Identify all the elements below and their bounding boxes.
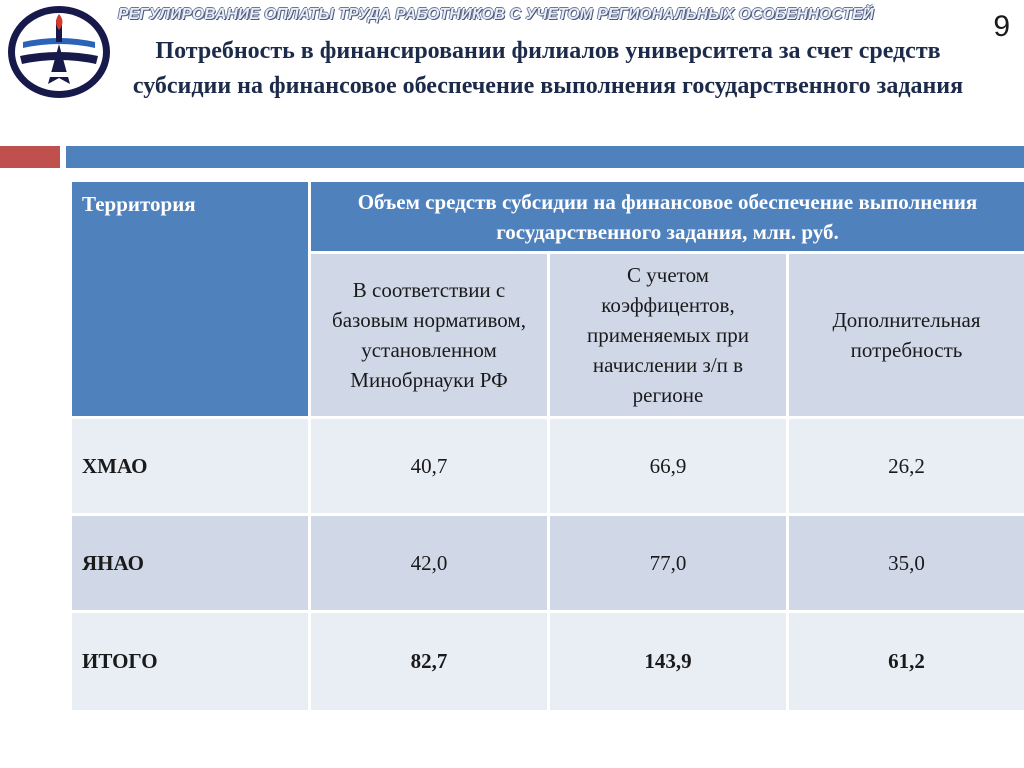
header-territory-label: Территория [82, 192, 196, 216]
header-subsidy-volume [311, 182, 1024, 251]
subheader-label: Дополнительная потребность [832, 308, 981, 362]
total-cell: 82,7 [311, 613, 547, 710]
row-territory-name: ХМАО [72, 419, 308, 513]
university-logo [6, 4, 112, 100]
header-territory [72, 182, 308, 416]
table-cell: 40,7 [311, 419, 547, 513]
decorative-bar-blue [66, 146, 1024, 168]
row-territory-name: ЯНАО [72, 516, 308, 610]
subheader-additional-need [789, 254, 1024, 416]
header-subsidy-volume-label: Объем средств субсидии на финансовое обеспечение выполнения государственного задания, млн. руб. [357, 189, 978, 244]
total-cell: 61,2 [789, 613, 1024, 710]
subheader-label: В соответствии с базовым нормативом, установленном Минобрнауки РФ [332, 278, 526, 392]
table-cell: 26,2 [789, 419, 1024, 513]
funding-table [72, 182, 1024, 710]
table-cell: 35,0 [789, 516, 1024, 610]
slide-title: Потребность в финансировании филиалов университета за счет средств субсидии на финансовое обеспечение выполнения государственного задания [132, 38, 964, 99]
subheader-regional-coefficients [550, 254, 786, 416]
subheader-label: С учетом коэффицентов, применяемых при начислении з/п в регионе [587, 263, 749, 407]
table-cell: 77,0 [550, 516, 786, 610]
table-cell: 66,9 [550, 419, 786, 513]
table-cell: 42,0 [311, 516, 547, 610]
row-total-label: ИТОГО [72, 613, 308, 710]
page-number: 9 [993, 10, 1010, 43]
decorative-bar-red [0, 146, 60, 168]
total-cell: 143,9 [550, 613, 786, 710]
subheader-base-normative [311, 254, 547, 416]
presentation-topline: РЕГУЛИРОВАНИЕ ОПЛАТЫ ТРУДА РАБОТНИКОВ С УЧЕТОМ РЕГИОНАЛЬНЫХ ОСОБЕННОСТЕЙ [118, 6, 874, 23]
